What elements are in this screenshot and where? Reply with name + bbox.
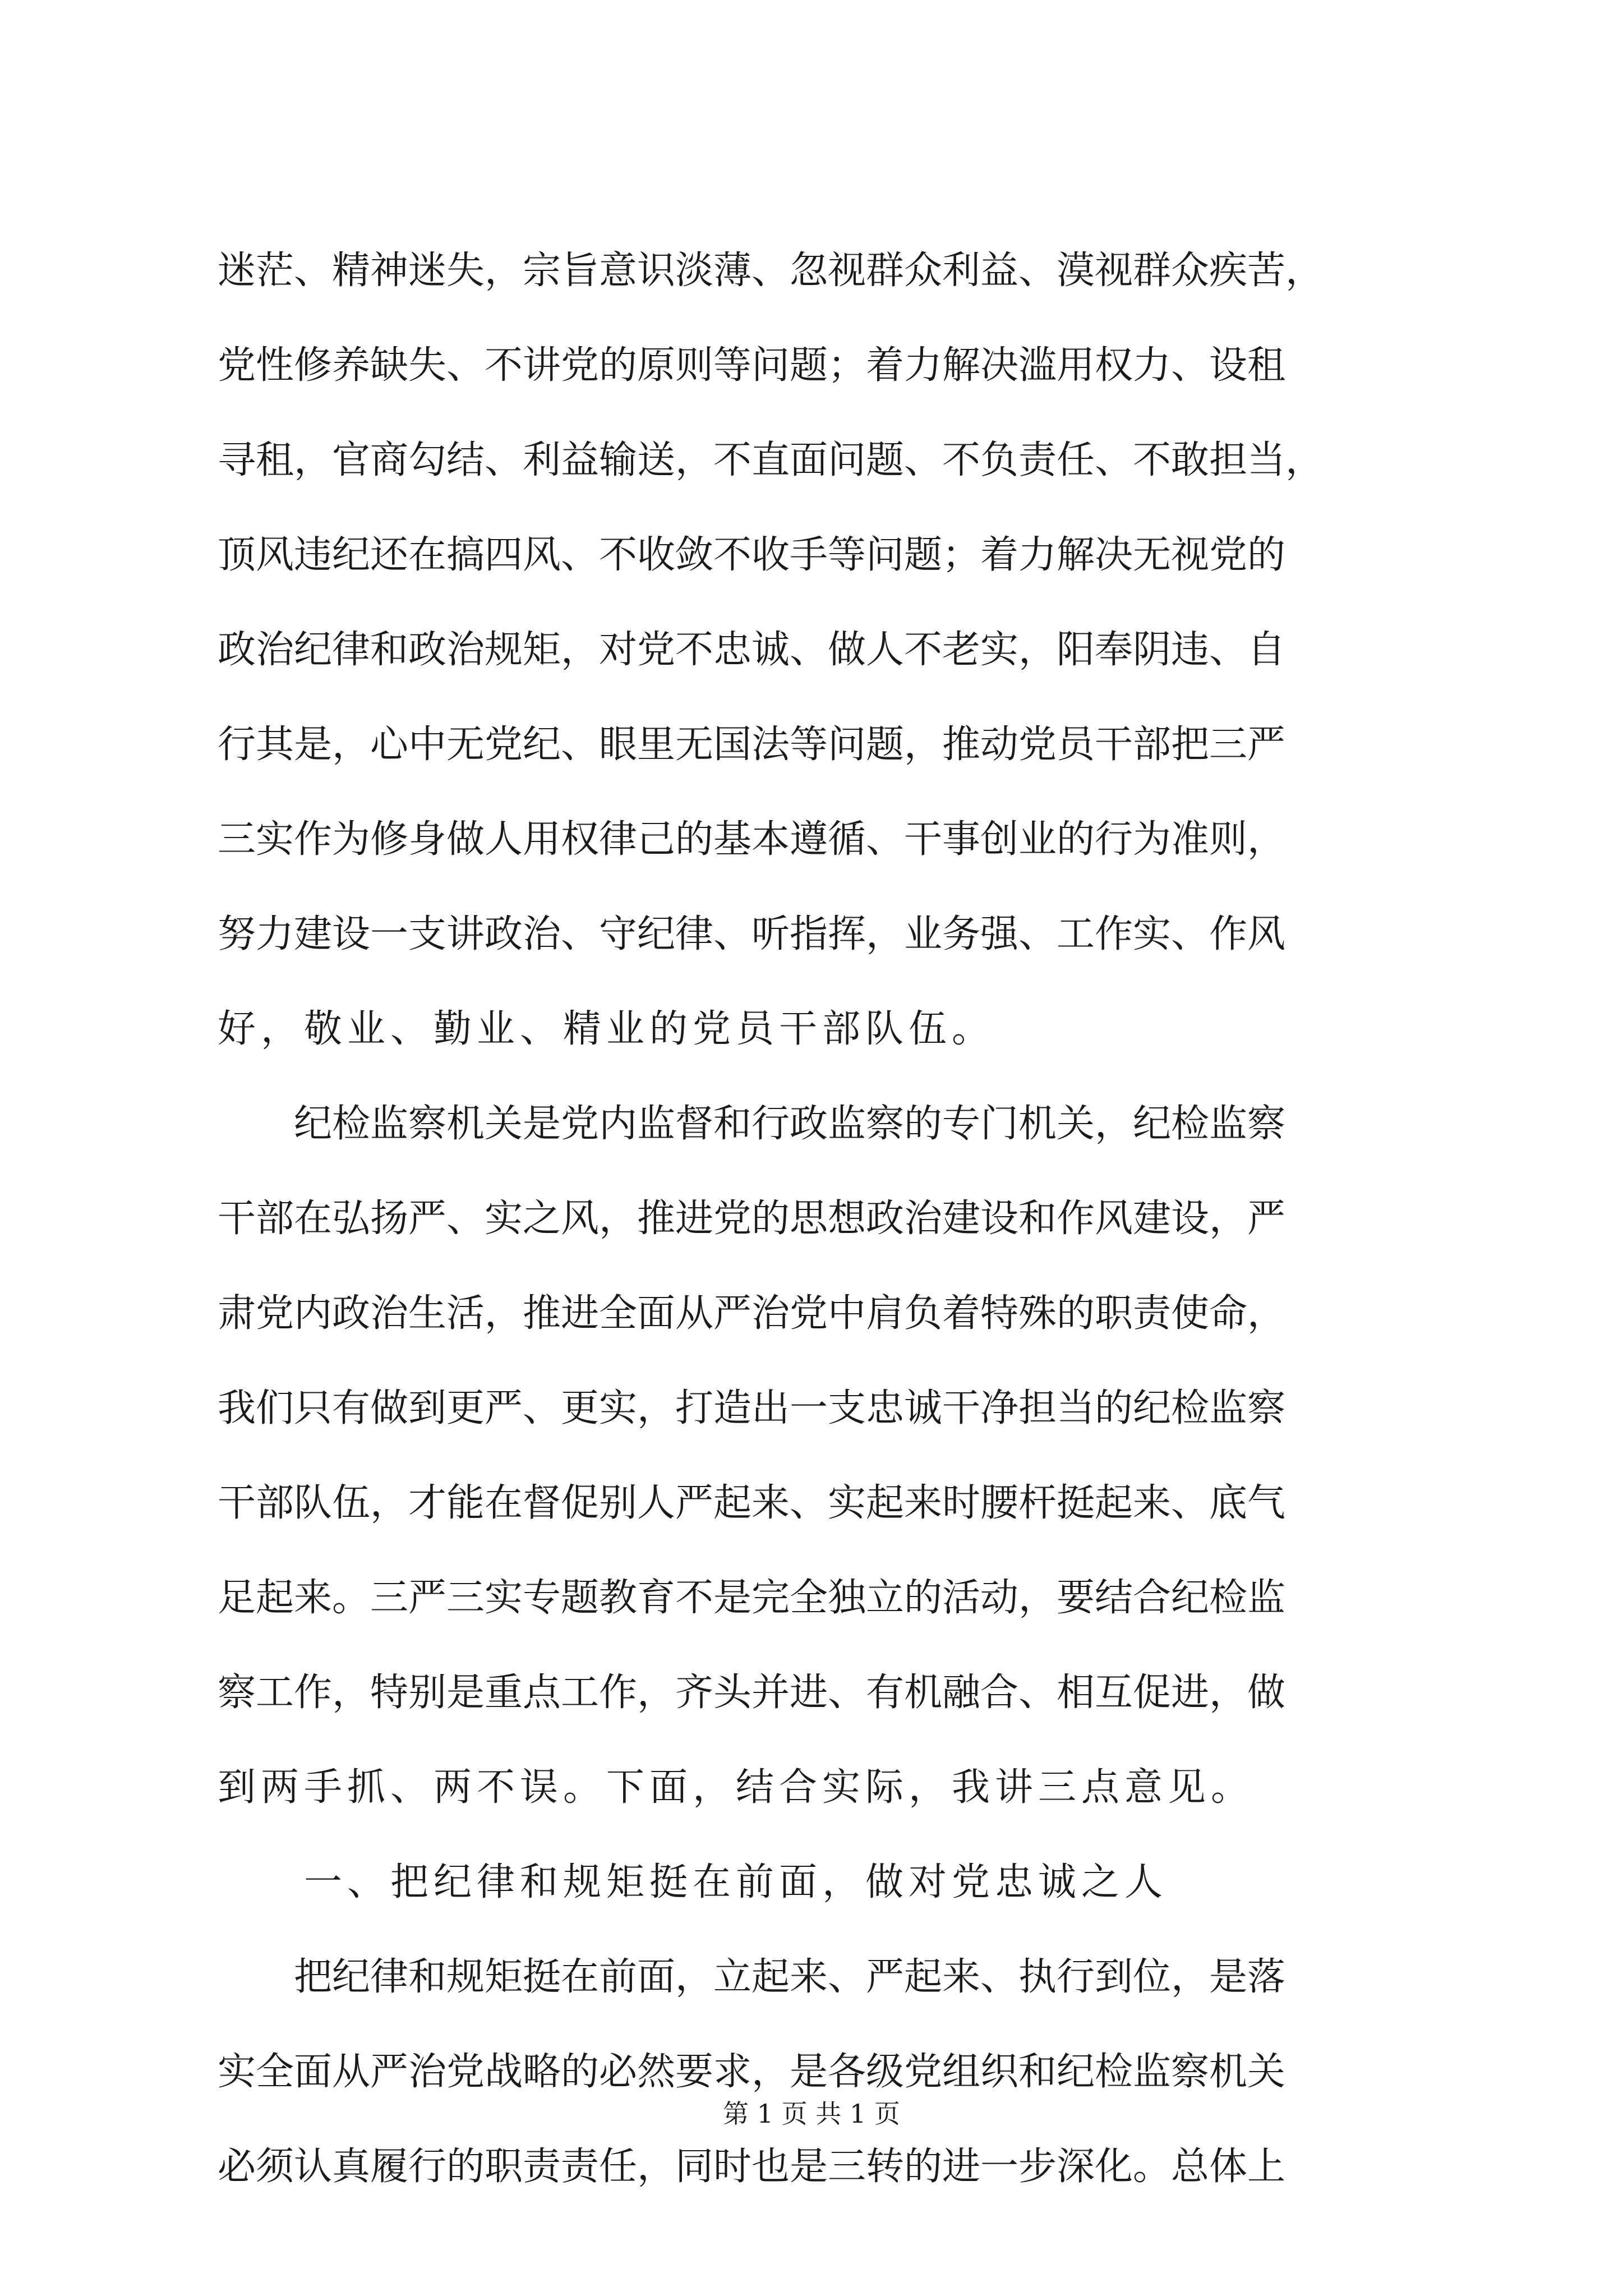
body-text [218, 223, 1412, 2214]
text-line: 努力建设一支讲政治、守纪律、听指挥，业务强、工作实、作风 [218, 912, 1286, 956]
text-line: 足起来。三严三实专题教育不是完全独立的活动，要结合纪检监 [218, 1576, 1286, 1620]
page-number-label: 第 1 页 共 1 页 [723, 2099, 900, 2129]
text-line: 把纪律和规矩挺在前面，立起来、严起来、执行到位，是落 [218, 1955, 1286, 1999]
text-line: 我们只有做到更严、更实，打造出一支忠诚干净担当的纪检监察 [218, 1386, 1286, 1430]
text-line: 迷茫、精神迷失，宗旨意识淡薄、忽视群众利益、漠视群众疾苦， [218, 249, 1324, 293]
section-heading: 一、把纪律和规矩挺在前面，做对党忠诚之人 [218, 1860, 1168, 1904]
text-line: 顶风违纪还在搞四风、不收敛不收手等问题；着力解决无视党的 [218, 533, 1286, 577]
text-line: 行其是，心中无党纪、眼里无国法等问题，推动党员干部把三严 [218, 723, 1286, 767]
text-line: 察工作，特别是重点工作，齐头并进、有机融合、相互促进，做 [218, 1671, 1286, 1715]
text-line: 干部在弘扬严、实之风，推进党的思想政治建设和作风建设，严 [218, 1197, 1286, 1241]
text-line: 政治纪律和政治规矩，对党不忠诚、做人不老实，阳奉阴违、自 [218, 628, 1286, 672]
text-line: 党性修养缺失、不讲党的原则等问题；着力解决滥用权力、设租 [218, 343, 1286, 388]
text-line: 干部队伍，才能在督促别人严起来、实起来时腰杆挺起来、底气 [218, 1481, 1286, 1525]
text-line: 三实作为修身做人用权律己的基本遵循、干事创业的行为准则， [218, 817, 1286, 862]
text-line: 到两手抓、两不误。下面，结合实际，我讲三点意见。 [218, 1765, 1255, 1810]
text-line: 寻租，官商勾结、利益输送，不直面问题、不负责任、不敢担当， [218, 438, 1324, 482]
page-footer [0, 2097, 1623, 2131]
text-line: 好，敬业、勤业、精业的党员干部队伍。 [218, 1007, 995, 1051]
text-line: 肃党内政治生活，推进全面从严治党中肩负着特殊的职责使命， [218, 1291, 1286, 1336]
text-line: 纪检监察机关是党内监督和行政监察的专门机关，纪检监察 [218, 1102, 1286, 1146]
text-line: 必须认真履行的职责责任，同时也是三转的进一步深化。总体上 [218, 2145, 1286, 2189]
text-line: 实全面从严治党战略的必然要求，是各级党组织和纪检监察机关 [218, 2050, 1286, 2094]
